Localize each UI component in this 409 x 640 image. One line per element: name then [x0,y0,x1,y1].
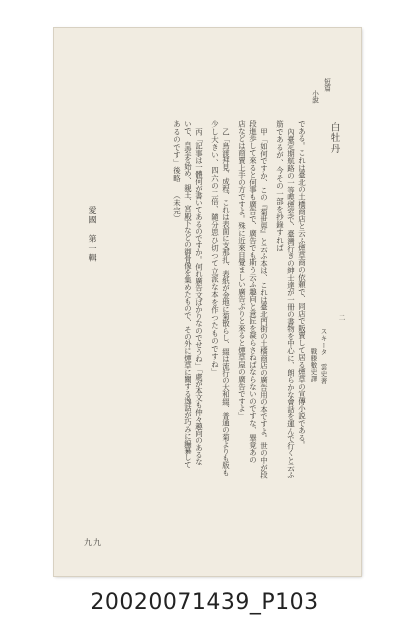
page-number: 九九 [84,538,102,547]
body-line: あるのです」後略 （未完） [172,120,182,223]
body-line: 少し大きい、四六の二倍、隨分思ひ切つて立派な本を作つたものですね」 [210,120,220,376]
author-credit: スキータ 雲史著 [319,328,328,384]
body-line: 乙「鳥渡拜見、成程、これは表面に支那扎、表紙が金地に菊散らし、綴は流行の大和綴、普通の菊よりも版も [221,128,231,476]
body-line: 丙「記事は一體何が書いてあるのですか。何れ廣告文ばかりなのでせうね」「處が本文も仲々趣向のあるな [194,128,204,466]
section-label: 愛國 第一輯 [88,206,97,263]
column-label-bottom: 小說 [310,90,319,104]
body-line: である。これは臺北の土橋商店と云ふ煙草商の依頼で、同店で販賣して居る煙草の宣傳小説である。 [297,120,307,449]
image-caption: 20020071439_P103 [90,590,319,615]
body-line: 內臺定期航路の一等喫煙室で、臺灣行きの紳士達が一冊の書物を中心に、朗らかな會話を運んで行くと云ふ [286,128,296,479]
body-line: 甲「如何ですか、この『菊世界』と云ふ本は、これは臺北門街の土橋商店の廣告用の本ですよ。世の中が段 [259,128,269,479]
translator-credit: 戰滕數史譯 [309,348,318,382]
body-line: 筋であるが、今その一部を抄錄すれば [275,120,285,252]
document-page [54,28,361,576]
column-label-top: 短篇 [322,78,331,92]
author-marker: 二 [337,314,346,321]
body-line: 店などは商賣上手の方ですよ。殊に近來目覺ましい廣告ぶりと來ると煙草屋の廣告ですよ」 [237,120,247,420]
body-line: いで、皇室を始め、親王、宮殿下などの御骨像を集めたもので、その外に煙草に關する逸話が巧みに編纂して [183,120,193,468]
story-title: 白牡丹 [328,122,340,155]
body-line: 段進歩して來ると何事も廣告で、廣告でも斯う云ふ趣向と意匠を凝らさねばならないのですな、畢竟あの [248,120,258,464]
